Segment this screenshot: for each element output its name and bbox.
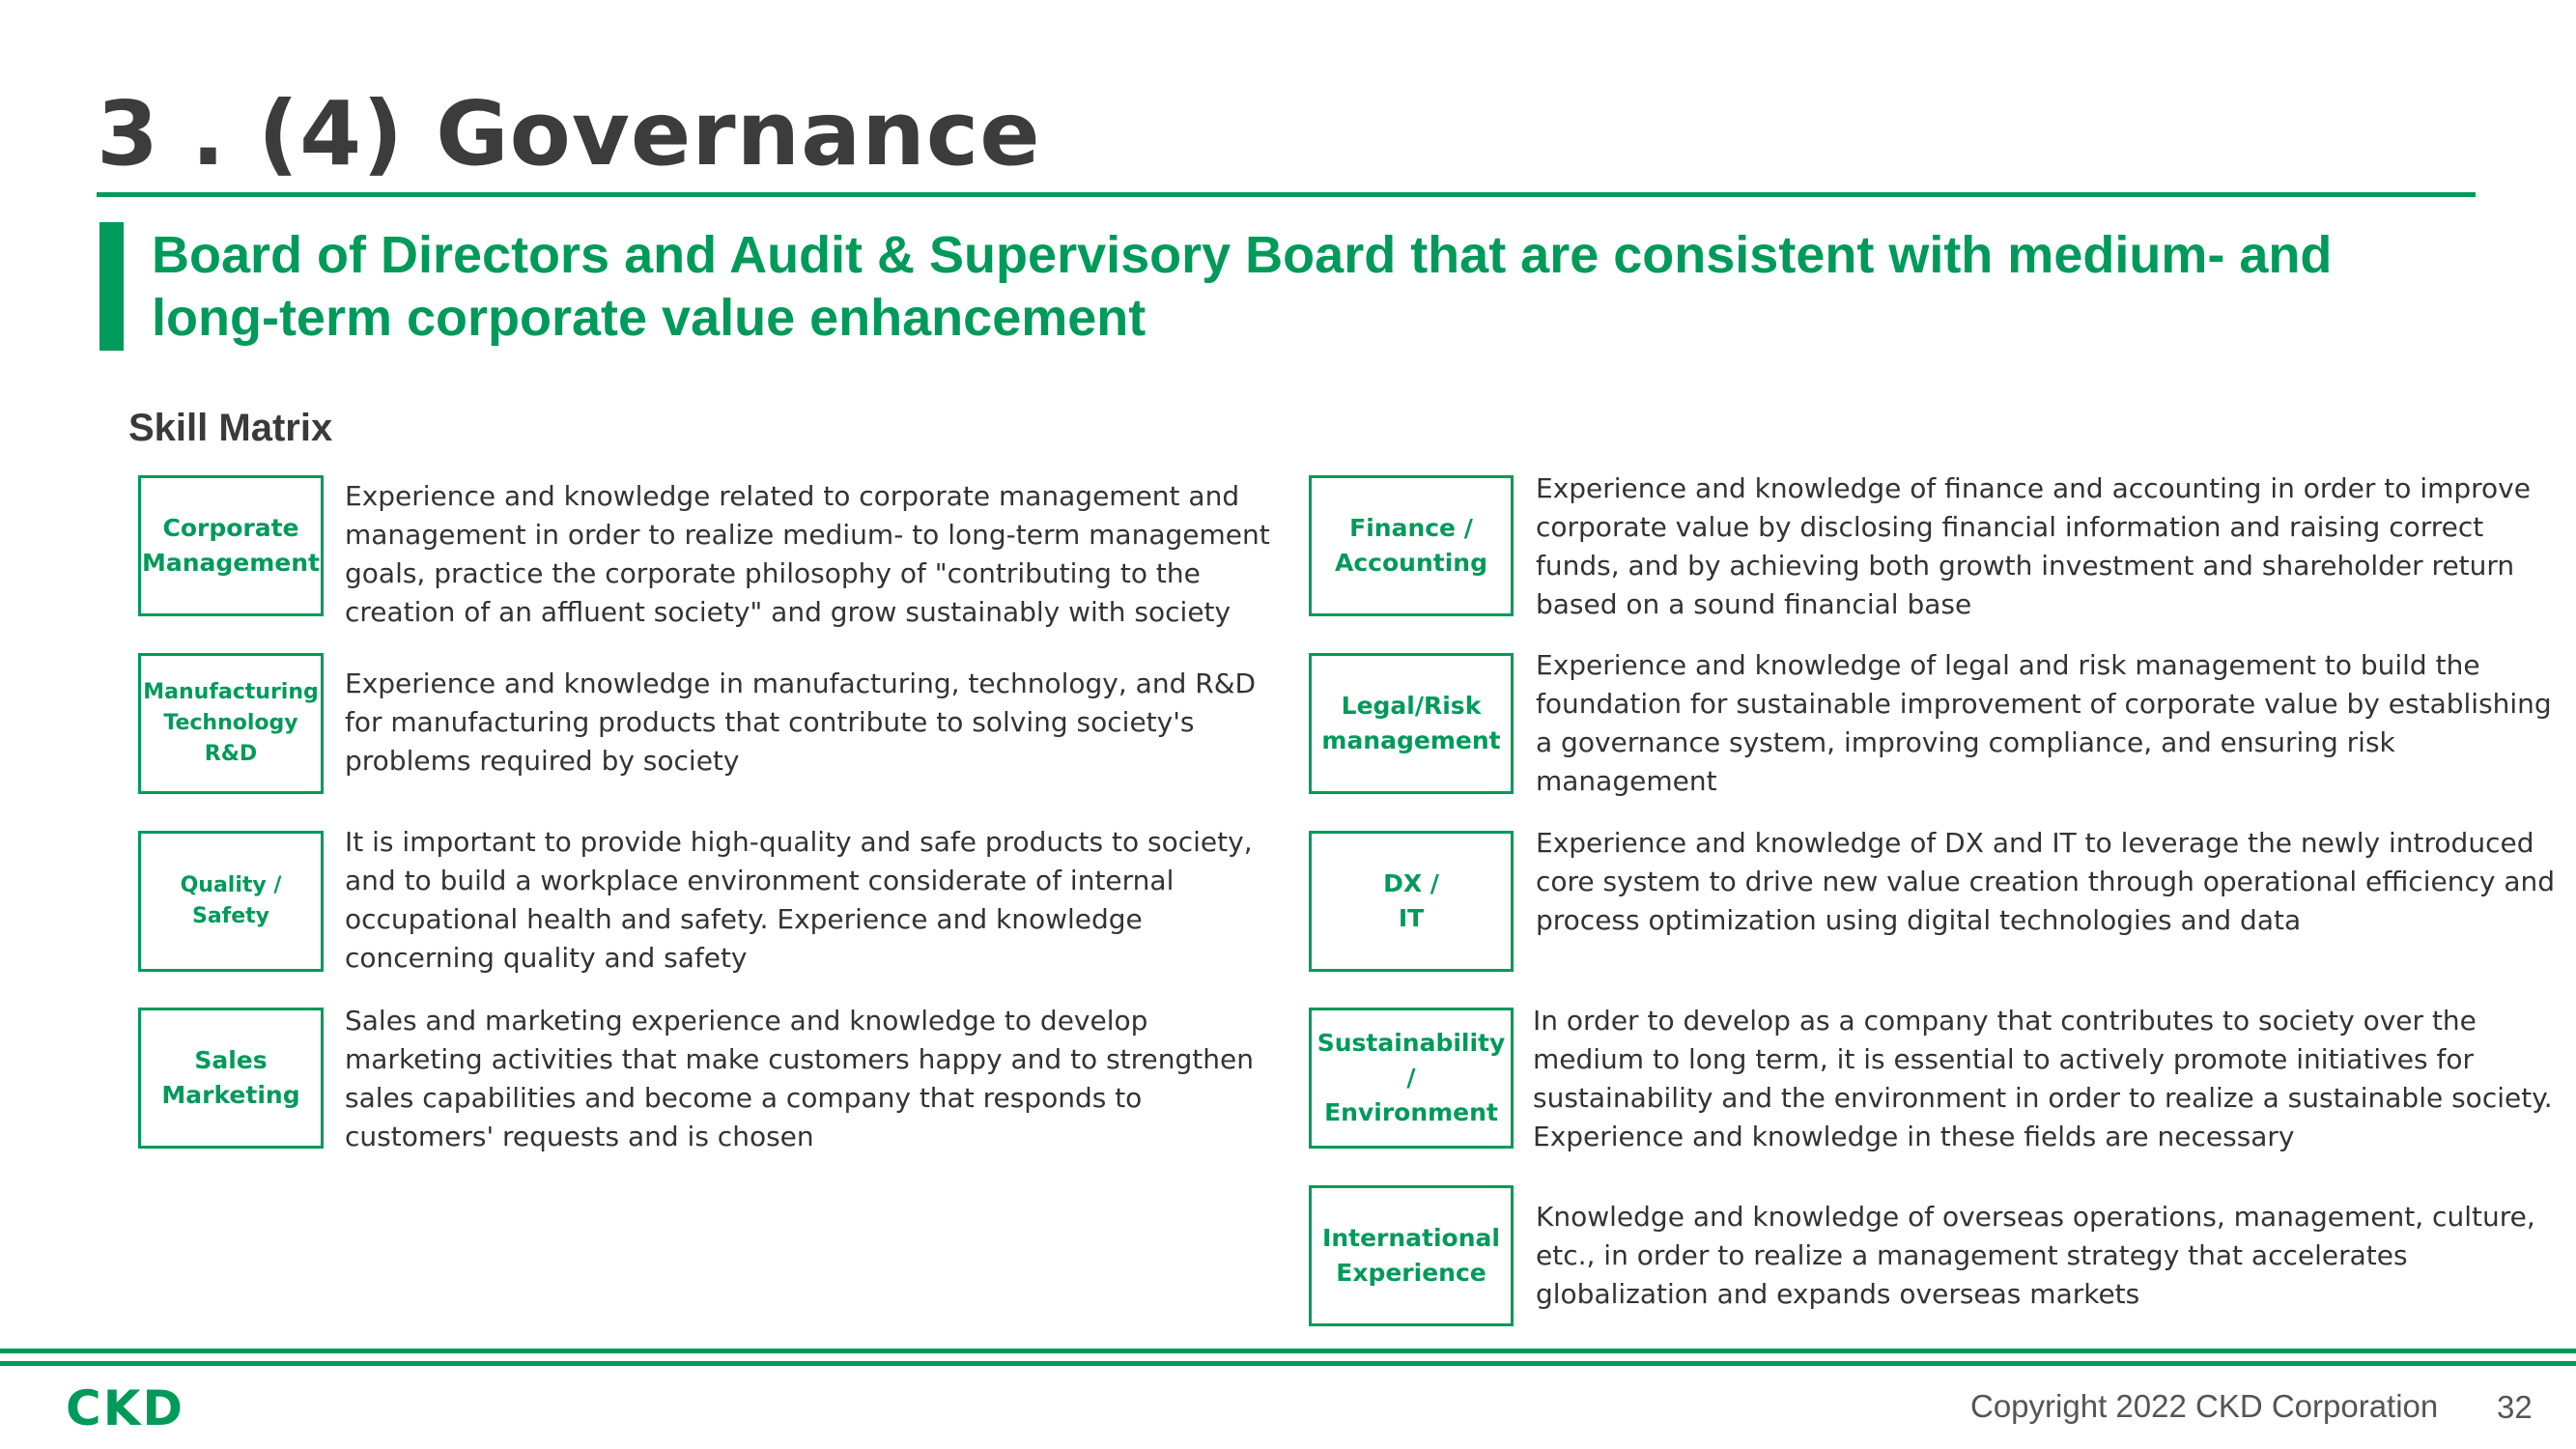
skill-description-quality-safety: It is important to provide high-quality and safe products to society, and to build a workplace environment considerate of internal occupational health and safety. Experience and knowledge concerning quality and safety [345, 826, 1253, 974]
skill-label: Quality / Safety [180, 873, 282, 928]
skill-box-sales-marketing [138, 1008, 324, 1149]
title-divider [97, 192, 2476, 197]
page-subtitle: Board of Directors and Audit & Supervisory Board that are consistent with medium- and long-term corporate value enhancement [152, 226, 2333, 347]
skill-label: Finance / Accounting [1335, 514, 1487, 577]
skill-label: Manufacturing Technology R&D [143, 680, 319, 766]
skill-label: Corporate Management [141, 514, 321, 577]
subtitle-accent-bar [99, 222, 124, 351]
skill-label: Sales Marketing [161, 1046, 300, 1109]
skill-box-quality-safety [138, 831, 324, 972]
footer-divider-bottom [0, 1361, 2576, 1366]
skill-label: Sustainability / Environment [1316, 1029, 1506, 1126]
skill-label: Legal/Risk management [1321, 692, 1501, 754]
skill-box-finance-accounting [1309, 475, 1514, 616]
skill-description-legal-risk-management: Experience and knowledge of legal and risk management to build the foundation for sustainable improvement of corporate value by establishing a governance system, improving compliance, and ensuring risk management [1536, 649, 2552, 797]
skill-description-corporate-management: Experience and knowledge related to corporate management and management in order to realize medium- to long-term management goals, practice the corporate philosophy of "contributing to the creation of an affluent society" and grow sustainably with society [345, 480, 1270, 628]
footer-divider-top [0, 1349, 2576, 1353]
skill-description-dx-it: Experience and knowledge of DX and IT to leverage the newly introduced core system to drive new value creation through operational efficiency and process optimization using digital technologies and data [1536, 827, 2555, 936]
skill-description-sustainability-environment: In order to develop as a company that contributes to society over the medium to long term, it is essential to actively promote initiatives for sustainability and the environment in order to realize a sustainable society. Experience and knowledge in these fields are necessary [1533, 1005, 2553, 1152]
skill-box-sustainability-environment [1309, 1008, 1514, 1149]
skill-label: International Experience [1322, 1224, 1500, 1287]
skill-description-international-experience: Knowledge and knowledge of overseas operations, management, culture, etc., in order to realize a management strategy that accelerates globalization and expands overseas markets [1536, 1201, 2535, 1310]
skill-description-finance-accounting: Experience and knowledge of finance and accounting in order to improve corporate value by disclosing financial information and raising correct funds, and by achieving both growth investment and shareholder return based on a sound financial base [1536, 472, 2531, 620]
page-title: 3 . (4) Governance [97, 82, 1041, 185]
skill-box-legal-risk-management [1309, 653, 1514, 794]
skill-box-manufacturing-technology-rd [138, 653, 324, 794]
skill-description-sales-marketing: Sales and marketing experience and knowledge to develop marketing activities that make customers happy and to strengthen sales capabilities and become a company that responds to customers' requests and is chosen [345, 1005, 1254, 1152]
ckd-logo: CKD [66, 1380, 184, 1436]
skill-label: DX / IT [1383, 869, 1439, 932]
copyright-text: Copyright 2022 CKD Corporation [1970, 1388, 2439, 1424]
skill-box-international-experience [1309, 1185, 1514, 1326]
skill-box-dx-it [1309, 831, 1514, 972]
skill-description-manufacturing-technology-rd: Experience and knowledge in manufacturing, technology, and R&D for manufacturing products that contribute to solving society's problems required by society [345, 668, 1257, 777]
skill-matrix-heading: Skill Matrix [128, 407, 333, 449]
skill-box-corporate-management [138, 475, 324, 616]
page-number: 32 [2497, 1389, 2533, 1425]
